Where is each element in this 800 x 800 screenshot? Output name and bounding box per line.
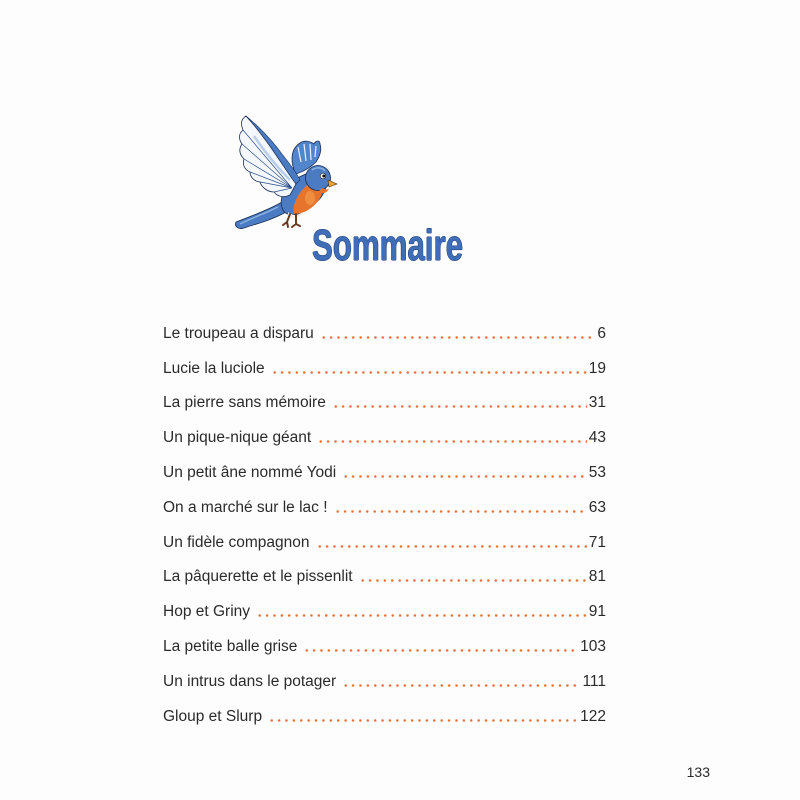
toc-entry-title: Un petit âne nommé Yodi: [163, 463, 337, 481]
dot-leader: [332, 393, 587, 413]
page-number: 133: [686, 764, 710, 780]
toc-entry-page: 63: [588, 498, 606, 516]
toc-entry: [163, 560, 606, 595]
toc-entry: [163, 455, 606, 490]
toc-entry-page: 103: [580, 637, 606, 655]
page-title: Sommaire: [312, 221, 464, 270]
toc-entry-title: Hop et Griny: [163, 603, 251, 621]
bluebird-icon: [232, 110, 342, 235]
dot-leader: [342, 463, 587, 483]
toc-entry: [163, 594, 606, 629]
dot-leader: [268, 707, 578, 727]
toc-entry: [163, 420, 606, 455]
toc-entry-title: Un pique-nique géant: [163, 429, 312, 447]
dot-leader: [316, 533, 587, 553]
dot-leader: [342, 672, 580, 692]
toc-entry: [163, 525, 606, 560]
dot-leader: [317, 428, 587, 448]
toc-entry-page: 91: [588, 603, 606, 621]
toc-entry-page: 43: [588, 429, 606, 447]
toc-entry-title: Le troupeau a disparu: [163, 324, 314, 342]
toc-entry-title: Gloup et Slurp: [163, 707, 263, 725]
toc-entry-page: 111: [582, 672, 606, 690]
toc-entry: [163, 699, 606, 734]
toc-entry-title: La pierre sans mémoire: [163, 394, 326, 412]
toc-entry: [163, 386, 606, 421]
toc-entry-title: Lucie la luciole: [163, 359, 265, 377]
toc-entry-page: 6: [597, 324, 606, 342]
dot-leader: [271, 359, 587, 379]
toc-entry-title: On a marché sur le lac !: [163, 498, 328, 516]
toc-entry-page: 31: [588, 394, 606, 412]
dot-leader: [256, 602, 587, 622]
toc-entry-page: 19: [588, 359, 606, 377]
toc-entry-title: Un intrus dans le potager: [163, 672, 337, 690]
dot-leader: [334, 498, 587, 518]
toc-entry-page: 53: [588, 463, 606, 481]
toc-entry: [163, 490, 606, 525]
toc-entry-page: 122: [580, 707, 606, 725]
toc-entry-title: La pâquerette et le pissenlit: [163, 568, 353, 586]
dot-leader: [359, 567, 587, 587]
toc-entry: [163, 664, 606, 699]
toc-entry-page: 71: [588, 533, 606, 551]
dot-leader: [303, 637, 578, 657]
table-of-contents: [163, 316, 606, 734]
toc-entry: [163, 351, 606, 386]
toc-entry-title: La petite balle grise: [163, 637, 298, 655]
toc-entry-title: Un fidèle compagnon: [163, 533, 310, 551]
toc-entry: [163, 629, 606, 664]
bird-head: [306, 166, 331, 191]
toc-entry-page: 81: [588, 568, 606, 586]
bird-beak: [328, 180, 337, 187]
toc-entry: [163, 316, 606, 351]
dot-leader: [320, 324, 596, 344]
